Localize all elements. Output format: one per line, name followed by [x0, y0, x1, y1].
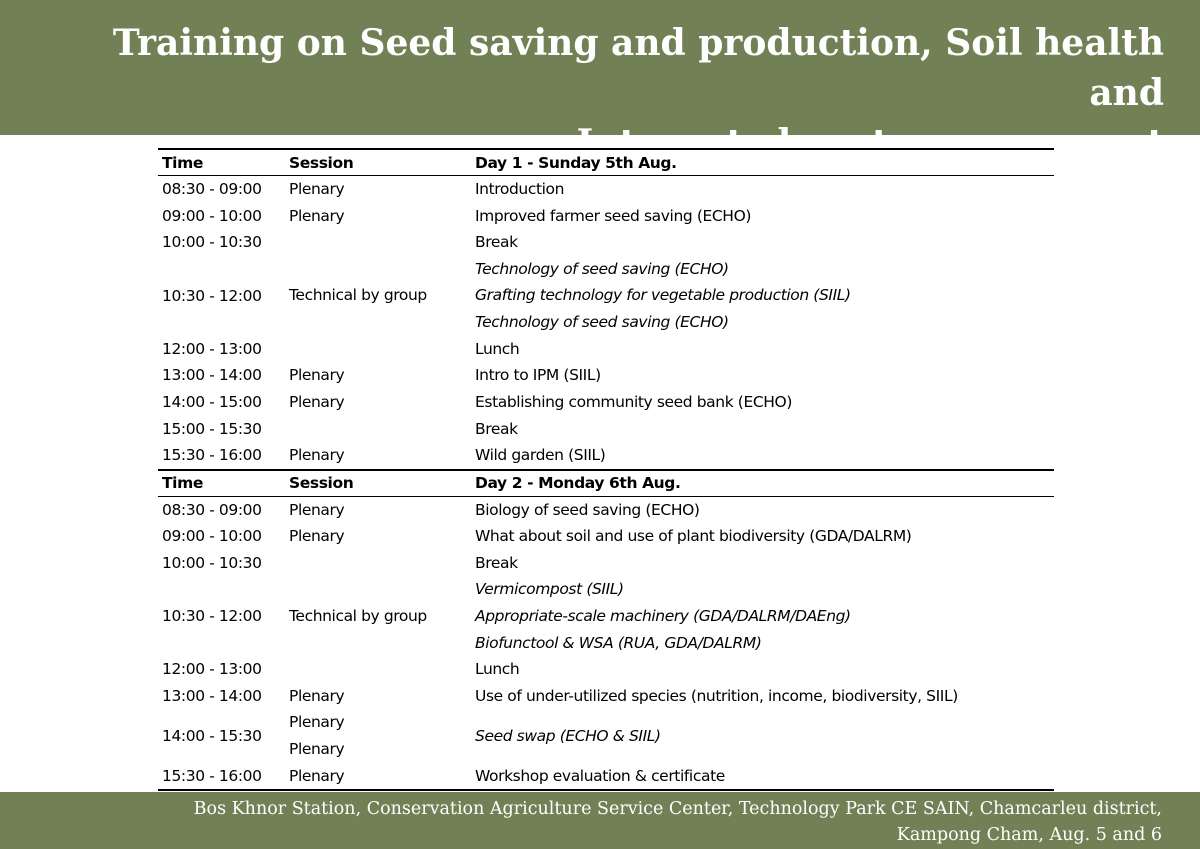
session-cell: Plenary	[289, 527, 345, 546]
activity-cell: Seed swap (ECHO & SIIL)	[475, 726, 661, 745]
footer-banner	[0, 792, 1200, 849]
venue-line-1: Bos Khnor Station, Conservation Agriculture Service Center, Technology Park CE SAIN, Chamcarleu district,	[193, 799, 1162, 819]
session-cell: Plenary	[289, 686, 345, 705]
session-label: Technical by group	[289, 286, 427, 305]
activity-cell: Workshop evaluation & certificate	[475, 766, 725, 785]
table-row	[158, 497, 1054, 524]
time-cell: 13:00 - 14:00	[162, 366, 262, 385]
day-1-header-row	[158, 150, 1054, 176]
technical-group-row	[158, 576, 1054, 656]
page-title	[64, 18, 1164, 168]
table-row	[158, 203, 1054, 230]
time-cell: 08:30 - 09:00	[162, 500, 262, 519]
activity-cell: Lunch	[475, 339, 520, 358]
activity-cell: Biology of seed saving (ECHO)	[475, 500, 700, 519]
table-row	[158, 229, 1054, 256]
table-row	[158, 762, 1054, 789]
activity-cell: Improved farmer seed saving (ECHO)	[475, 206, 752, 225]
title-line-2: Integrated pest management	[576, 122, 1164, 164]
activity-cell: Grafting technology for vegetable production (SIIL)	[475, 286, 851, 305]
time-cell: 09:00 - 10:00	[162, 206, 262, 225]
table-row	[158, 389, 1054, 416]
activity-cell: Intro to IPM (SIIL)	[475, 366, 601, 385]
activity-cell: Wild garden (SIIL)	[475, 446, 606, 465]
table-row	[158, 523, 1054, 550]
session-cell: Plenary	[289, 366, 345, 385]
time-cell: 10:00 - 10:30	[162, 233, 262, 252]
time-cell: 10:30 - 12:00	[162, 607, 262, 626]
activity-cell: Vermicompost (SIIL)	[475, 580, 624, 599]
activity-list	[475, 709, 1054, 762]
venue-line-2: Kampong Cham, Aug. 5 and 6	[896, 825, 1162, 845]
table-row	[158, 415, 1054, 442]
column-header-time: Time	[162, 474, 203, 493]
activity-cell: Technology of seed saving (ECHO)	[475, 259, 729, 278]
session-cell: Plenary	[289, 393, 345, 412]
table-row	[158, 442, 1054, 469]
time-cell: 12:00 - 13:00	[162, 339, 262, 358]
activity-cell: Appropriate-scale machinery (GDA/DALRM/DAEng)	[475, 606, 851, 625]
seed-swap-row	[158, 709, 1054, 762]
column-header-time: Time	[162, 153, 203, 172]
activity-cell: Establishing community seed bank (ECHO)	[475, 393, 792, 412]
session-cell: Plenary	[289, 206, 345, 225]
time-cell: 13:00 - 14:00	[162, 686, 262, 705]
activity-cell: What about soil and use of plant biodiversity (GDA/DALRM)	[475, 527, 912, 546]
time-cell: 14:00 - 15:00	[162, 393, 262, 412]
activity-cell: Break	[475, 419, 518, 438]
activity-cell: Break	[475, 554, 518, 573]
activity-cell: Use of under-utilized species (nutrition, income, biodiversity, SIIL)	[475, 686, 958, 705]
activity-cell: Lunch	[475, 660, 520, 679]
day-2-block	[158, 469, 1054, 792]
technical-group-row	[158, 256, 1054, 336]
session-cell	[289, 256, 475, 336]
time-cell: 15:00 - 15:30	[162, 419, 262, 438]
day-1-label: Day 1 - Sunday 5th Aug.	[475, 153, 677, 172]
time-cell: 10:00 - 10:30	[162, 554, 262, 573]
table-row	[158, 656, 1054, 683]
time-cell: 12:00 - 13:00	[162, 660, 262, 679]
activity-cell: Break	[475, 233, 518, 252]
session-cell: Plenary	[289, 180, 345, 199]
day-2-label: Day 2 - Monday 6th Aug.	[475, 474, 681, 493]
session-label: Plenary	[289, 713, 345, 732]
session-cell: Plenary	[289, 766, 345, 785]
table-row	[158, 176, 1054, 203]
activity-cell: Introduction	[475, 180, 565, 199]
time-cell: 08:30 - 09:00	[162, 180, 262, 199]
venue-text	[12, 796, 1162, 848]
activity-cell: Biofunctool & WSA (RUA, GDA/DALRM)	[475, 633, 762, 652]
session-cell: Plenary	[289, 500, 345, 519]
title-line-1: Training on Seed saving and production, Soil health and	[112, 22, 1164, 114]
session-cell	[289, 709, 475, 762]
table-row	[158, 550, 1054, 577]
activity-list	[475, 576, 1054, 656]
session-cell	[289, 576, 475, 656]
time-cell: 10:30 - 12:00	[162, 286, 262, 305]
table-row	[158, 362, 1054, 389]
table-row	[158, 683, 1054, 710]
activity-list	[475, 256, 1054, 336]
table-row	[158, 336, 1054, 363]
day-1-block	[158, 148, 1054, 469]
session-cell: Plenary	[289, 446, 345, 465]
column-header-session: Session	[289, 474, 354, 493]
column-header-session: Session	[289, 153, 354, 172]
time-cell: 15:30 - 16:00	[162, 446, 262, 465]
time-cell: 09:00 - 10:00	[162, 527, 262, 546]
activity-cell: Technology of seed saving (ECHO)	[475, 312, 729, 331]
session-label: Plenary	[289, 739, 345, 758]
schedule-table	[158, 148, 1054, 791]
time-cell: 14:00 - 15:30	[162, 726, 262, 745]
session-label: Technical by group	[289, 606, 427, 625]
time-cell: 15:30 - 16:00	[162, 766, 262, 785]
day-2-header-row	[158, 471, 1054, 497]
